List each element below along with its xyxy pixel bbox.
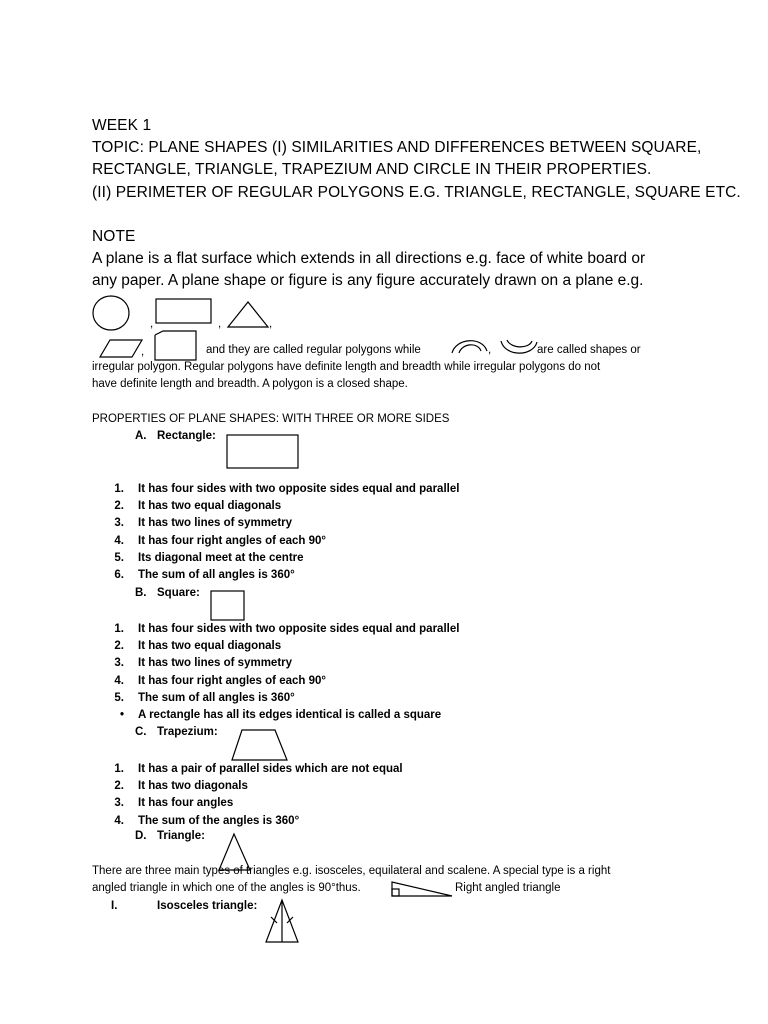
square-title: Square: (157, 587, 200, 599)
sub-numeral: I. (111, 900, 118, 912)
list-item: 3. It has four angles (114, 797, 234, 810)
list-item: 2. It has two diagonals (114, 780, 248, 793)
comma: , (269, 318, 273, 330)
list-item: 1. It has four sides with two opposite sides equal and parallel (114, 483, 460, 495)
list-item: 3. It has two lines of symmetry (114, 517, 293, 530)
list-item: 5. Its diagonal meet at the centre (114, 551, 304, 564)
note-line-1: A plane is a flat surface which extends in all directions e.g. face of white board or (92, 250, 646, 267)
trapezium-properties (102, 761, 403, 830)
bowl-shape (499, 338, 541, 358)
week-label: WEEK 1 (92, 117, 152, 134)
triangle-shape (226, 300, 272, 330)
trapezium-figure (230, 728, 292, 764)
list-item: 1. It has four sides with two opposite sides equal and parallel (114, 623, 460, 635)
triangle-paragraph-line-2: angled triangle in which one of the angles is 90°thus. (92, 882, 361, 894)
section-letter: A. (135, 430, 147, 442)
isosceles-title: Isosceles triangle: (157, 900, 258, 912)
rectangle-shape (155, 298, 215, 326)
square-properties (102, 621, 459, 724)
rectangle-title: Rectangle: (157, 430, 216, 442)
triangle-title: Triangle: (157, 830, 205, 842)
section-letter: B. (135, 587, 147, 599)
arch-shape (450, 336, 490, 356)
list-item: 1. It has a pair of parallel sides which are not equal (114, 763, 403, 775)
comma: , (218, 318, 222, 330)
list-item: 4. The sum of the angles is 360° (114, 814, 300, 827)
list-item: 4. It has four right angles of each 90° (114, 534, 326, 547)
isosceles-triangle-figure (262, 898, 304, 946)
right-angled-triangle-label: Right angled triangle (455, 882, 561, 894)
properties-heading: PROPERTIES OF PLANE SHAPES: WITH THREE OR MORE SIDES (92, 413, 450, 425)
regular-polygons-text: and they are called regular polygons while (206, 344, 421, 356)
note-label: NOTE (92, 228, 136, 245)
comma: , (141, 346, 145, 358)
comma: , (150, 318, 154, 330)
pentagon-shape (153, 330, 201, 362)
square-figure (210, 590, 248, 622)
right-triangle-figure (390, 880, 456, 900)
triangle-paragraph-line-1: There are three main types of triangles e.g. isosceles, equilateral and scalene. A special type is a right (92, 865, 611, 877)
list-item: 6. The sum of all angles is 360° (114, 568, 295, 581)
circle-shape (92, 296, 132, 332)
list-item: • A rectangle has all its edges identical is called a square (119, 708, 442, 721)
note-line-4: irregular polygon. Regular polygons have definite length and breadth while irregular polygons do not (92, 361, 601, 373)
list-item: 5. The sum of all angles is 360° (114, 691, 295, 704)
topic-line-3: (II) PERIMETER OF REGULAR POLYGONS E.G. TRIANGLE, RECTANGLE, SQUARE ETC. (92, 184, 741, 201)
topic-line-1: TOPIC: PLANE SHAPES (I) SIMILARITIES AND DIFFERENCES BETWEEN SQUARE, (92, 139, 702, 156)
note-line-5: have definite length and breadth. A polygon is a closed shape. (92, 378, 408, 390)
topic-line-2: RECTANGLE, TRIANGLE, TRAPEZIUM AND CIRCLE IN THEIR PROPERTIES. (92, 161, 652, 178)
section-letter: C. (135, 726, 147, 738)
list-item: 2. It has two equal diagonals (114, 640, 282, 653)
trapezium-title: Trapezium: (157, 726, 218, 738)
section-letter: D. (135, 830, 147, 842)
list-item: 2. It has two equal diagonals (114, 500, 282, 513)
comma: , (488, 344, 492, 356)
note-line-2: any paper. A plane shape or figure is any figure accurately drawn on a plane e.g. (92, 272, 644, 289)
shapes-text: are called shapes or (537, 344, 641, 356)
rectangle-properties (102, 481, 459, 584)
list-item: 3. It has two lines of symmetry (114, 657, 293, 670)
list-item: 4. It has four right angles of each 90° (114, 674, 326, 687)
rectangle-figure (226, 434, 302, 470)
